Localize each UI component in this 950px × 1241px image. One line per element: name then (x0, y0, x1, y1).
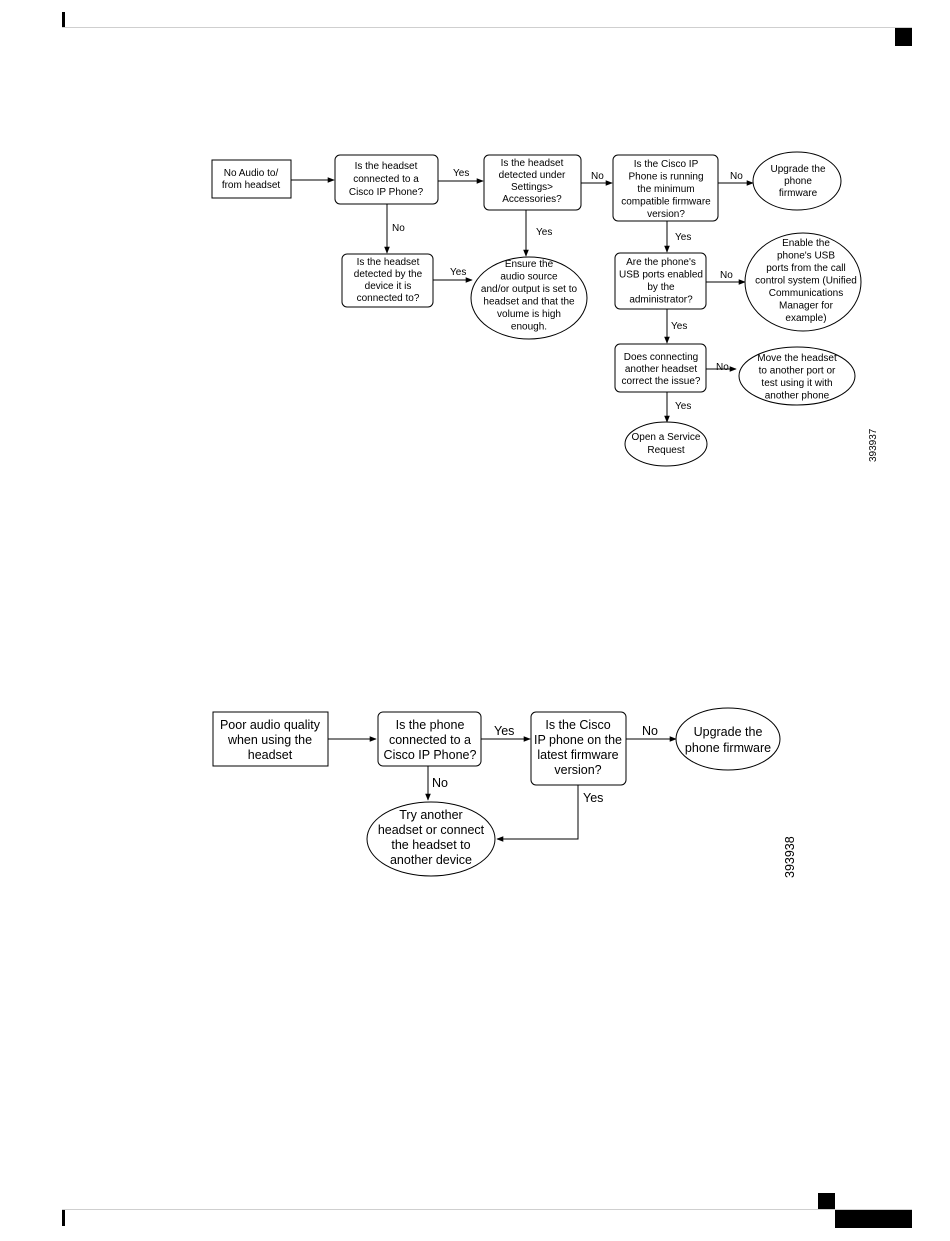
node-q-usb-text: Are the phone's USB ports enabled by the administrator? (619, 257, 703, 306)
node2-a-upgrade (676, 708, 780, 770)
edge-label-usb-no: No (720, 270, 733, 281)
node-a-service (625, 422, 707, 466)
edge-label-detected-yes: Yes (536, 227, 553, 238)
diagram-poor-audio (213, 708, 797, 878)
node-q-detected-text: Is the headset detected under Settings> Accessories? (498, 158, 566, 205)
edge-label-firmware-yes: Yes (675, 232, 692, 243)
node2-a-upgrade-text: Upgrade the phone firmware (684, 725, 772, 755)
node-a-move-text: Move the headset to another port or test using it with another phone (757, 353, 837, 402)
node-a-service-text: Open a Service Request (631, 432, 701, 456)
diagram-no-audio (212, 152, 879, 466)
figure-id-1: 393937 (868, 428, 879, 462)
edge2-label-firmware-yes: Yes (583, 791, 604, 805)
node-start (212, 160, 291, 198)
node2-a-try-text: Try another headset or connect the headset to another device (377, 808, 485, 867)
edge2-firmware-yes (497, 785, 578, 839)
edge-label-connected-yes: Yes (453, 168, 470, 179)
node-q-device-text: Is the headset detected by the device it is connected to? (353, 257, 423, 304)
edge2-label-connected-yes: Yes (494, 724, 515, 738)
edge-label-another-no: No (716, 362, 729, 373)
node-a-enable-usb-text: Enable the phone's USB ports from the call control system (Unified Communications Manager for example) (755, 238, 857, 324)
edge-label-connected-no: No (392, 223, 405, 234)
edge2-label-connected-no: No (432, 776, 448, 790)
node-q-connected-text: Is the headset connected to a Cisco IP Phone? (348, 161, 424, 198)
node-start-text: No Audio to/ from headset (221, 168, 281, 191)
node-a-upgrade-text: Upgrade the phone firmware (770, 164, 826, 199)
node2-q-firmware-text: Is the Cisco IP phone on the latest firmware version? (533, 718, 623, 777)
node2-start-text: Poor audio quality when using the headset (219, 718, 321, 762)
edge-label-firmware-no: No (730, 171, 743, 182)
node-q-firmware-text: Is the Cisco IP Phone is running the minimum compatible firmware version? (621, 159, 711, 220)
edge-label-detected-no: No (591, 171, 604, 182)
edge2-label-firmware-no: No (642, 724, 658, 738)
node-q-another-text: Does connecting another headset correct the issue? (621, 352, 701, 387)
edge-label-device-yes: Yes (450, 267, 467, 278)
figure-id-2: 393938 (783, 836, 797, 878)
edge-label-another-yes: Yes (675, 401, 692, 412)
node-a-audio-source-text: Ensure the audio source and/or output is set to headset and that the volume is high enough. (480, 259, 578, 333)
node2-q-connected-text: Is the phone connected to a Cisco IP Phone? (383, 718, 477, 762)
edge-label-usb-yes: Yes (671, 321, 688, 332)
